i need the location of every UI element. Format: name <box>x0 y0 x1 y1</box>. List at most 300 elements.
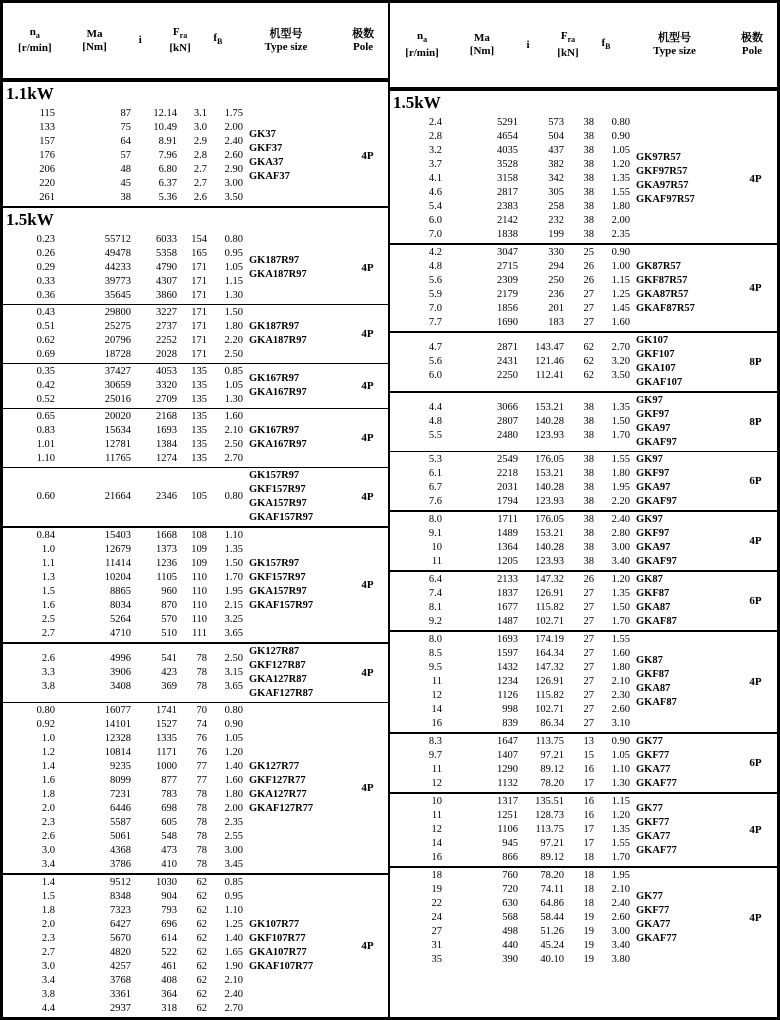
col-header-symbol: Ma <box>474 32 490 44</box>
type-size-label: GK87R57 <box>636 261 681 272</box>
table-row <box>390 172 630 186</box>
col-header-ma <box>67 28 123 54</box>
cell-na: 1.5 <box>41 891 55 902</box>
cell-fra: 62 <box>196 933 207 944</box>
type-size-label: GKAF127R77 <box>249 803 314 814</box>
numeric-rows <box>3 107 243 205</box>
table-row <box>3 177 243 191</box>
cell-fb: 2.10 <box>611 676 630 687</box>
cell-i: 123.93 <box>535 556 564 567</box>
table-row <box>390 851 630 865</box>
cell-fra: 77 <box>196 761 207 772</box>
type-size-label: GK97R57 <box>636 152 681 163</box>
cell-i: 176.05 <box>535 454 564 465</box>
cell-na: 0.60 <box>36 491 55 502</box>
table-row <box>390 481 630 495</box>
cell-ma: 998 <box>502 704 518 715</box>
col-header-i <box>122 34 158 47</box>
cell-fra: 105 <box>191 491 207 502</box>
type-size-label: GK167R97 <box>249 425 300 436</box>
cell-na: 11 <box>431 810 442 821</box>
col-header-unit: [r/min] <box>18 42 52 55</box>
cell-fb: 1.95 <box>224 586 243 597</box>
cell-fra: 27 <box>583 588 594 599</box>
cell-fb: 1.40 <box>224 761 243 772</box>
pole-label: 4P <box>749 173 762 185</box>
cell-na: 3.7 <box>428 159 442 170</box>
data-block <box>390 630 777 732</box>
cell-ma: 1794 <box>497 496 518 507</box>
cell-fra: 26 <box>583 574 594 585</box>
cell-na: 2.7 <box>41 628 55 639</box>
col-header-symbol: i <box>138 34 142 46</box>
cell-ma: 1364 <box>497 542 518 553</box>
cell-fb: 2.70 <box>224 453 243 464</box>
cell-fra: 38 <box>583 430 594 441</box>
cell-fb: 0.90 <box>611 131 630 142</box>
pole-label: 4P <box>361 328 374 340</box>
cell-fb: 1.80 <box>224 789 243 800</box>
table-row <box>390 453 630 467</box>
cell-fra: 38 <box>583 528 594 539</box>
type-size-label: GKF97 <box>636 409 670 420</box>
cell-fra: 135 <box>191 425 207 436</box>
cell-fra: 19 <box>583 912 594 923</box>
cell-i: 174.19 <box>535 634 564 645</box>
cell-fra: 18 <box>583 884 594 895</box>
table-row <box>3 1002 243 1016</box>
type-size-label: GK127R77 <box>249 761 300 772</box>
cell-i: 97.21 <box>540 838 564 849</box>
type-size-label: GKA37 <box>249 157 284 168</box>
cell-na: 31 <box>431 940 442 951</box>
cell-ma: 3786 <box>110 859 131 870</box>
cell-ma: 64 <box>120 136 131 147</box>
type-size-label: GK77 <box>636 891 663 902</box>
cell-i: 1335 <box>156 733 177 744</box>
cell-fb: 1.50 <box>611 416 630 427</box>
cell-fb: 1.20 <box>611 810 630 821</box>
pole-label: 6P <box>749 757 762 769</box>
table-row <box>390 355 630 369</box>
cell-fb: 1.50 <box>224 558 243 569</box>
cell-na: 1.4 <box>41 761 55 772</box>
cell-na: 133 <box>39 122 55 133</box>
cell-fb: 1.05 <box>611 750 630 761</box>
cell-fb: 2.00 <box>224 122 243 133</box>
cell-fra: 78 <box>196 859 207 870</box>
cell-na: 12 <box>431 824 442 835</box>
col-header-type <box>234 28 338 54</box>
table-row <box>3 334 243 348</box>
cell-fb: 2.10 <box>224 425 243 436</box>
cell-i: 696 <box>161 919 177 930</box>
cell-na: 0.62 <box>36 335 55 346</box>
cell-na: 176 <box>39 150 55 161</box>
cell-i: 236 <box>548 289 564 300</box>
cell-i: 58.44 <box>540 912 564 923</box>
cell-fb: 3.00 <box>611 542 630 553</box>
cell-fra: 62 <box>196 975 207 986</box>
cell-fra: 154 <box>191 234 207 245</box>
cell-ma: 16077 <box>104 705 131 716</box>
table-row <box>3 816 243 830</box>
type-size-list <box>636 394 734 450</box>
type-size-label: GKAF87 <box>636 616 677 627</box>
cell-fb: 1.70 <box>224 572 243 583</box>
cell-i: 904 <box>161 891 177 902</box>
cell-fb: 2.15 <box>224 600 243 611</box>
cell-na: 24 <box>431 912 442 923</box>
cell-fra: 27 <box>583 289 594 300</box>
cell-ma: 4035 <box>497 145 518 156</box>
table-row <box>390 429 630 443</box>
cell-ma: 8348 <box>110 891 131 902</box>
type-size-label: GKAF77 <box>636 778 677 789</box>
table-row <box>3 306 243 320</box>
cell-ma: 760 <box>502 870 518 881</box>
cell-i: 10.49 <box>153 122 177 133</box>
type-size-label: GK107R77 <box>249 919 300 930</box>
cell-ma: 5587 <box>110 817 131 828</box>
cell-ma: 6446 <box>110 803 131 814</box>
cell-na: 7.7 <box>428 317 442 328</box>
cell-fra: 27 <box>583 676 594 687</box>
cell-fra: 171 <box>191 307 207 318</box>
cell-na: 4.4 <box>41 1003 55 1014</box>
table-row <box>390 158 630 172</box>
cell-fra: 38 <box>583 159 594 170</box>
cell-na: 115 <box>39 108 55 119</box>
table-row <box>3 904 243 918</box>
table-row <box>3 974 243 988</box>
cell-na: 3.3 <box>41 667 55 678</box>
cell-ma: 4257 <box>110 961 131 972</box>
cell-ma: 3528 <box>497 159 518 170</box>
cell-fra: 78 <box>196 667 207 678</box>
cell-na: 6.4 <box>428 574 442 585</box>
cell-fb: 3.50 <box>611 370 630 381</box>
cell-i: 123.93 <box>535 496 564 507</box>
cell-fb: 1.30 <box>224 394 243 405</box>
cell-fb: 3.15 <box>224 667 243 678</box>
type-size-label: GKA127R87 <box>249 674 307 685</box>
numeric-rows <box>3 704 243 872</box>
cell-fb: 1.20 <box>611 574 630 585</box>
cell-ma: 18728 <box>104 349 131 360</box>
data-block <box>3 106 388 206</box>
cell-i: 112.41 <box>535 370 564 381</box>
cell-ma: 2250 <box>497 370 518 381</box>
cell-fra: 135 <box>191 380 207 391</box>
col-header-symbol: $f_B$ <box>601 36 611 52</box>
table-row <box>3 802 243 816</box>
cell-ma: 1317 <box>497 796 518 807</box>
col-header-line2: Pole <box>353 40 374 53</box>
table-row <box>3 988 243 1002</box>
data-block <box>3 702 388 873</box>
cell-na: 1.0 <box>41 544 55 555</box>
cell-fra: 27 <box>583 704 594 715</box>
cell-ma: 1407 <box>497 750 518 761</box>
cell-ma: 3361 <box>110 989 131 1000</box>
cell-fb: 2.20 <box>611 496 630 507</box>
cell-na: 0.33 <box>36 276 55 287</box>
cell-ma: 87 <box>120 108 131 119</box>
cell-i: 408 <box>161 975 177 986</box>
cell-i: 793 <box>161 905 177 916</box>
data-block <box>390 115 777 243</box>
cell-fra: 135 <box>191 439 207 450</box>
cell-na: 19 <box>431 884 442 895</box>
cell-fra: 16 <box>583 810 594 821</box>
cell-na: 0.65 <box>36 411 55 422</box>
cell-ma: 55712 <box>104 234 131 245</box>
cell-fra: 25 <box>583 247 594 258</box>
right-table-half <box>390 3 777 1017</box>
table-row <box>390 601 630 615</box>
type-size-label: GK97 <box>636 395 663 406</box>
cell-fb: 1.45 <box>611 303 630 314</box>
type-size-label: GK127R87 <box>249 646 300 657</box>
cell-fb: 1.70 <box>611 852 630 863</box>
table-row <box>390 717 630 731</box>
type-size-label: GKAF127R87 <box>249 688 314 699</box>
cell-fb: 1.20 <box>224 747 243 758</box>
table-row <box>3 932 243 946</box>
cell-fra: 135 <box>191 411 207 422</box>
type-size-label: GKF97R57 <box>636 166 688 177</box>
cell-fb: 1.10 <box>224 905 243 916</box>
type-size-label: GKA97 <box>636 482 671 493</box>
cell-i: 1236 <box>156 558 177 569</box>
type-size-label: GK97 <box>636 514 663 525</box>
cell-i: 570 <box>161 614 177 625</box>
data-block <box>390 243 777 331</box>
type-size-label: GKA97 <box>636 423 671 434</box>
table-row <box>390 144 630 158</box>
type-size-label: GK37 <box>249 129 276 140</box>
cell-ma: 75 <box>120 122 131 133</box>
table-row <box>3 490 243 504</box>
cell-ma: 12328 <box>104 733 131 744</box>
cell-fra: 62 <box>583 370 594 381</box>
cell-ma: 8099 <box>110 775 131 786</box>
cell-fra: 77 <box>196 775 207 786</box>
cell-ma: 5670 <box>110 933 131 944</box>
cell-fra: 27 <box>583 690 594 701</box>
cell-na: 10 <box>431 796 442 807</box>
cell-fb: 1.80 <box>611 201 630 212</box>
cell-fra: 62 <box>196 877 207 888</box>
pole-label: 8P <box>749 356 762 368</box>
table-row <box>3 613 243 627</box>
table-row <box>390 777 630 791</box>
cell-i: 423 <box>161 667 177 678</box>
cell-na: 1.10 <box>36 453 55 464</box>
cell-fb: 1.55 <box>611 838 630 849</box>
cell-i: 1384 <box>156 439 177 450</box>
cell-ma: 4654 <box>497 131 518 142</box>
cell-fb: 2.60 <box>611 912 630 923</box>
cell-fra: 70 <box>196 705 207 716</box>
table-row <box>3 890 243 904</box>
pole-label: 4P <box>361 667 374 679</box>
table-row <box>390 953 630 967</box>
cell-i: 504 <box>548 131 564 142</box>
cell-fb: 1.95 <box>611 870 630 881</box>
cell-fra: 27 <box>583 718 594 729</box>
cell-i: 64.86 <box>540 898 564 909</box>
cell-fra: 110 <box>191 600 207 611</box>
cell-i: 1105 <box>156 572 177 583</box>
cell-ma: 1856 <box>497 303 518 314</box>
cell-i: 2709 <box>156 394 177 405</box>
type-size-label: GK87 <box>636 655 663 666</box>
cell-fb: 1.25 <box>611 289 630 300</box>
table-row <box>390 615 630 629</box>
cell-i: 78.20 <box>540 778 564 789</box>
cell-fb: 2.70 <box>611 342 630 353</box>
col-header-i <box>510 39 546 52</box>
cell-i: 126.91 <box>535 676 564 687</box>
cell-na: 1.1 <box>41 558 55 569</box>
numeric-rows <box>390 869 630 967</box>
cell-na: 7.6 <box>428 496 442 507</box>
type-size-label: GK167R97 <box>249 373 300 384</box>
data-block <box>390 732 777 792</box>
table-row <box>390 587 630 601</box>
cell-fra: 110 <box>191 614 207 625</box>
cell-i: 164.34 <box>535 648 564 659</box>
cell-ma: 12679 <box>104 544 131 555</box>
table-row <box>390 869 630 883</box>
cell-na: 0.36 <box>36 290 55 301</box>
cell-fra: 62 <box>196 1003 207 1014</box>
cell-ma: 1489 <box>497 528 518 539</box>
table-row <box>390 513 630 527</box>
cell-i: 541 <box>161 653 177 664</box>
cell-i: 364 <box>161 989 177 1000</box>
type-size-label: GKA87R57 <box>636 289 689 300</box>
cell-fra: 109 <box>191 544 207 555</box>
data-block <box>390 331 777 391</box>
cell-fra: 38 <box>583 416 594 427</box>
pole-label: 4P <box>361 940 374 952</box>
table-row <box>3 543 243 557</box>
cell-ma: 3408 <box>110 681 131 692</box>
cell-fb: 1.35 <box>611 588 630 599</box>
cell-fra: 27 <box>583 616 594 627</box>
type-size-label: GKA107R77 <box>249 947 307 958</box>
table-row <box>390 316 630 330</box>
type-size-label: GK157R97 <box>249 558 300 569</box>
data-block <box>390 451 777 510</box>
cell-ma: 48 <box>120 164 131 175</box>
pole-label: 4P <box>749 535 762 547</box>
cell-ma: 57 <box>120 150 131 161</box>
cell-na: 1.8 <box>41 905 55 916</box>
cell-ma: 10204 <box>104 572 131 583</box>
cell-fb: 0.80 <box>224 705 243 716</box>
cell-ma: 1597 <box>497 648 518 659</box>
cell-ma: 2871 <box>497 342 518 353</box>
type-size-list <box>249 320 347 348</box>
cell-na: 3.4 <box>41 859 55 870</box>
cell-fra: 62 <box>196 891 207 902</box>
data-block <box>390 570 777 630</box>
type-size-label: GKF107R77 <box>249 933 306 944</box>
data-block <box>390 866 777 968</box>
cell-fra: 135 <box>191 394 207 405</box>
cell-i: 1373 <box>156 544 177 555</box>
data-block <box>3 408 388 467</box>
cell-fra: 62 <box>196 961 207 972</box>
cell-na: 0.52 <box>36 394 55 405</box>
cell-ma: 2549 <box>497 454 518 465</box>
cell-na: 7.0 <box>428 229 442 240</box>
table-row <box>3 107 243 121</box>
cell-fra: 38 <box>583 173 594 184</box>
type-size-label: GKAF87 <box>636 697 677 708</box>
cell-i: 232 <box>548 215 564 226</box>
cell-fb: 1.35 <box>611 173 630 184</box>
cell-i: 330 <box>548 247 564 258</box>
table-row <box>3 599 243 613</box>
cell-na: 6.0 <box>428 215 442 226</box>
cell-na: 3.0 <box>41 961 55 972</box>
table-row <box>3 760 243 774</box>
cell-ma: 20796 <box>104 335 131 346</box>
pole-label: 6P <box>749 595 762 607</box>
cell-ma: 1838 <box>497 229 518 240</box>
table-row <box>3 393 243 407</box>
cell-na: 6.0 <box>428 370 442 381</box>
cell-i: 318 <box>161 1003 177 1014</box>
cell-na: 5.6 <box>428 275 442 286</box>
table-row <box>390 633 630 647</box>
pole-label: 8P <box>749 416 762 428</box>
column-header-row <box>390 3 777 89</box>
cell-na: 9.2 <box>428 616 442 627</box>
type-size-list <box>249 424 347 452</box>
cell-ma: 25275 <box>104 321 131 332</box>
type-size-label: GKF97 <box>636 468 670 479</box>
cell-fb: 2.40 <box>611 898 630 909</box>
cell-i: 8.91 <box>158 136 177 147</box>
cell-fra: 78 <box>196 789 207 800</box>
cell-fb: 1.05 <box>224 380 243 391</box>
type-size-label: GKA167R97 <box>249 387 307 398</box>
cell-na: 18 <box>431 870 442 881</box>
table-row <box>390 302 630 316</box>
cell-fb: 1.30 <box>224 290 243 301</box>
cell-fra: 17 <box>583 778 594 789</box>
cell-ma: 6427 <box>110 919 131 930</box>
cell-na: 0.43 <box>36 307 55 318</box>
col-header-line2: Type size <box>653 45 696 57</box>
numeric-rows <box>3 306 243 362</box>
cell-ma: 1432 <box>497 662 518 673</box>
cell-na: 2.0 <box>41 803 55 814</box>
cell-fb: 2.50 <box>224 653 243 664</box>
cell-fb: 0.80 <box>224 234 243 245</box>
cell-ma: 11765 <box>105 453 131 464</box>
cell-fra: 26 <box>583 261 594 272</box>
cell-na: 0.92 <box>36 719 55 730</box>
cell-na: 1.6 <box>41 775 55 786</box>
cell-ma: 30659 <box>104 380 131 391</box>
